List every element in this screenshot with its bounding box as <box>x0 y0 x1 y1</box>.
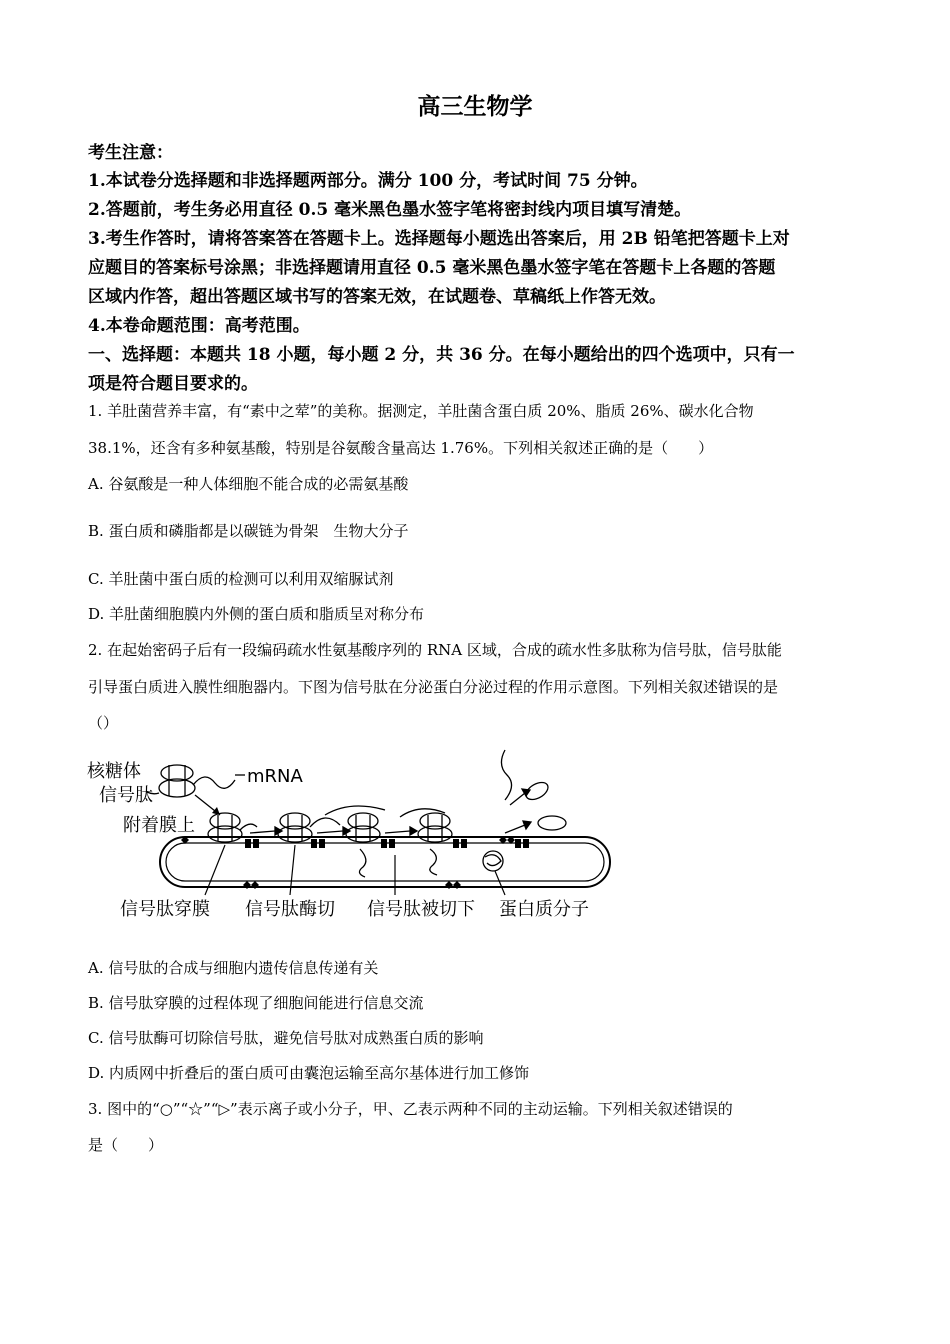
q1-stem: 1. 羊肚菌营养丰富，有“素中之荤”的美称。据测定，羊肚菌含蛋白质 20%、脂质 26%、碳水化合物 <box>88 402 754 420</box>
process-arrows-icon <box>250 789 531 835</box>
q3-stem: 3. 图中的“○”“☆”“▷”表示离子或小分子，甲、乙表示两种不同的主动运输。下列相关叙述错误的 <box>88 1100 733 1118</box>
notice-item: 应题目的答案标号涂黑；非选择题请用直径 0.5 毫米黑色墨水签字笔在答题卡上各题的答题 <box>88 258 776 278</box>
free-ribosome-icon <box>147 765 245 797</box>
caption-protein: 蛋白质分子 <box>499 899 589 920</box>
bound-ribosome-icon <box>325 806 385 877</box>
signal-peptide-diagram <box>85 745 615 930</box>
caption-signal-removed: 信号肽被切下 <box>367 899 475 920</box>
q1-option-b: B. 蛋白质和磷脂都是以碳链为骨架 生物大分子 <box>88 522 409 540</box>
label-attached: 附着膜上 <box>123 815 195 836</box>
caption-signal-cleave: 信号肽酶切 <box>245 899 335 920</box>
q1-option-c: C. 羊肚菌中蛋白质的检测可以利用双缩脲试剂 <box>88 570 394 588</box>
q2-stem: 2. 在起始密码子后有一段编码疏水性氨基酸序列的 RNA 区域，合成的疏水性多肽称为信号肽，信号肽能 <box>88 641 782 659</box>
q1-option-d: D. 羊肚菌细胞膜内外侧的蛋白质和脂质呈对称分布 <box>88 605 425 623</box>
label-signal-peptide: 信号肽 <box>99 785 153 806</box>
q2-stem: （） <box>88 714 119 732</box>
q2-option-d: D. 内质网中折叠后的蛋白质可由囊泡运输至高尔基体进行加工修饰 <box>88 1064 530 1082</box>
notice-item: 区域内作答，超出答题区域书写的答案无效，在试题卷、草稿纸上作答无效。 <box>88 287 666 307</box>
notice-heading: 考生注意： <box>88 143 173 163</box>
q3-stem: 是（ ） <box>88 1136 164 1154</box>
bound-ribosome-icon <box>400 809 452 875</box>
q2-stem: 引导蛋白质进入膜性细胞器内。下图为信号肽在分泌蛋白分泌过程的作用示意图。下列相关叙述错误的是 <box>88 678 779 696</box>
released-protein-icon <box>483 750 566 871</box>
er-lumen <box>166 843 604 881</box>
section-heading-cont: 项是符合题目要求的。 <box>88 374 258 394</box>
label-mrna: mRNA <box>247 766 303 787</box>
q1-option-a: A. 谷氨酸是一种人体细胞不能合成的必需氨基酸 <box>88 475 409 493</box>
notice-item: 3.考生作答时，请将答案答在答题卡上。选择题每小题选出答案后，用 2B 铅笔把答题卡上对 <box>88 229 790 249</box>
label-ribosome: 核糖体 <box>87 761 141 782</box>
q2-option-b: B. 信号肽穿膜的过程体现了细胞间能进行信息交流 <box>88 994 424 1012</box>
q2-option-a: A. 信号肽的合成与细胞内遗传信息传递有关 <box>88 959 379 977</box>
notice-item: 1.本试卷分选择题和非选择题两部分。满分 100 分，考试时间 75 分钟。 <box>88 171 648 191</box>
notice-item: 4.本卷命题范围：高考范围。 <box>88 316 310 336</box>
q1-stem: 38.1%，还含有多种氨基酸，特别是谷氨酸含量高达 1.76%。下列相关叙述正确的是（ ） <box>88 439 714 457</box>
caption-signal-crossing: 信号肽穿膜 <box>120 899 210 920</box>
notice-item: 2.答题前，考生务必用直径 0.5 毫米黑色墨水签字笔将密封线内项目填写清楚。 <box>88 200 692 220</box>
page-title: 高三生物学 <box>417 93 533 120</box>
q2-option-c: C. 信号肽酶可切除信号肽，避免信号肽对成熟蛋白质的影响 <box>88 1029 484 1047</box>
section-heading: 一、选择题：本题共 18 小题，每小题 2 分，共 36 分。在每小题给出的四个选项中，只有一 <box>88 345 795 365</box>
